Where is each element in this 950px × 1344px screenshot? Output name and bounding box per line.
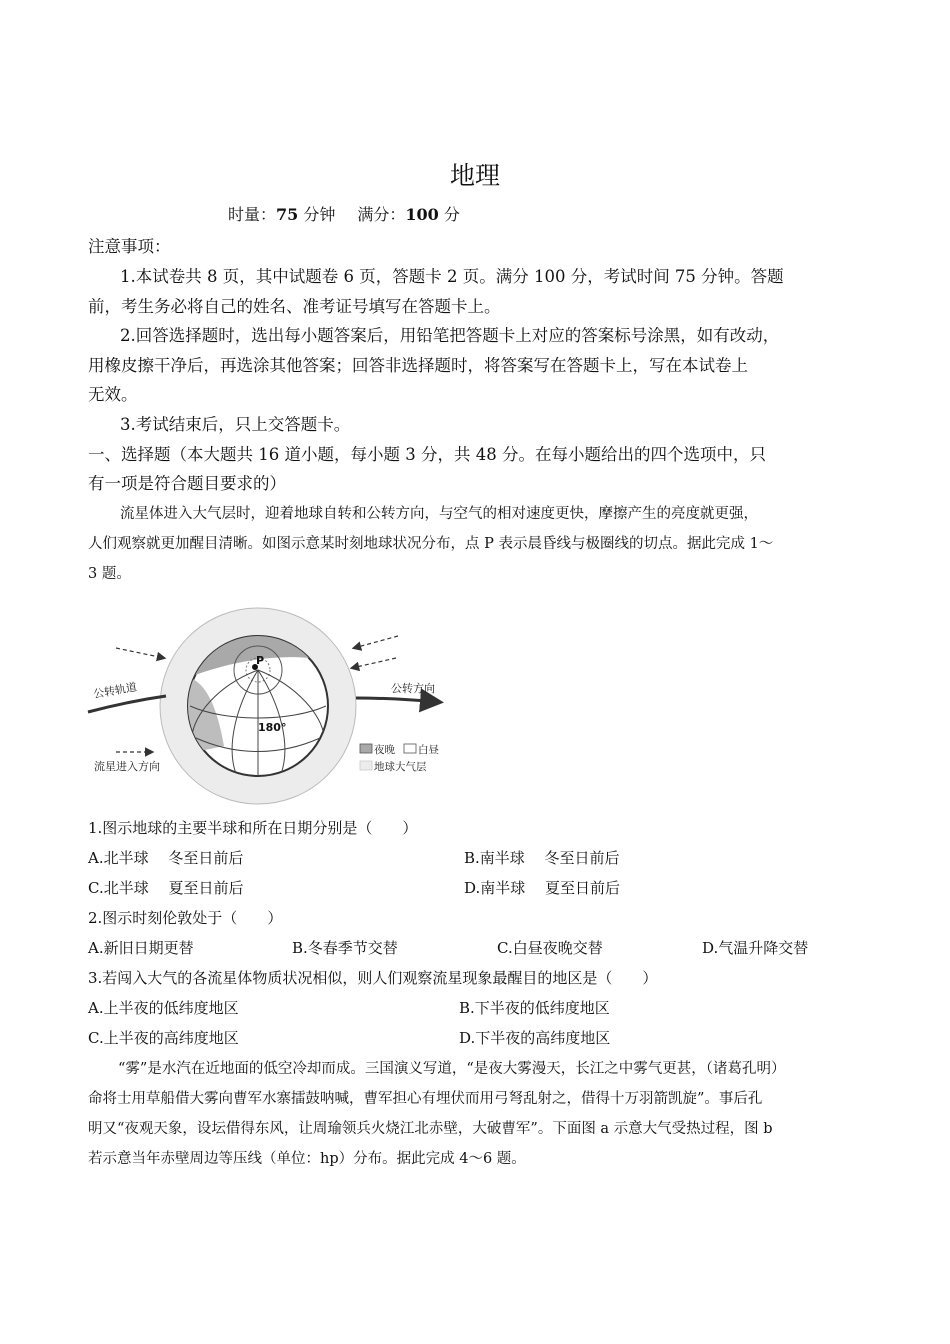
exam-meta xyxy=(228,202,460,225)
note-2-line-2: 用橡皮擦干净后，再选涂其他答案；回答非选择题时，将答案写在答题卡上，写在本试卷上 xyxy=(88,356,748,375)
meteor-arrow-1 xyxy=(116,648,164,658)
note-2-line-3: 无效。 xyxy=(88,385,138,404)
legend-night-swatch xyxy=(360,744,372,753)
question-1-option-d: D.南半球 夏至日前后 xyxy=(464,879,621,897)
question-3-option-d: D.下半夜的高纬度地区 xyxy=(459,1029,611,1047)
earth-diagram xyxy=(86,606,458,806)
question-1-stem: 1.图示地球的主要半球和所在日期分别是（ ） xyxy=(88,819,418,837)
question-3-option-b: B.下半夜的低纬度地区 xyxy=(459,999,610,1017)
passage-2-line-3: 明又“夜观天象，设坛借得东风，让周瑜领兵火烧江北赤壁，大破曹军”。下面图 a 示意大气受热过程，图 b xyxy=(88,1121,773,1137)
legend-day-swatch xyxy=(404,744,416,753)
score-value: 100 xyxy=(405,205,439,224)
passage-2-line-1: “雾”是水汽在近地面的低空冷却而成。三国演义写道，“是夜大雾漫天，长江之中雾气更甚，（诸葛孔明） xyxy=(118,1061,786,1077)
page-title: 地理 xyxy=(449,161,500,190)
time-label: 时量： xyxy=(228,205,277,224)
note-1-line-1: 1.本试卷共 8 页，其中试题卷 6 页，答题卡 2 页。满分 100 分，考试时间 75 分钟。答题 xyxy=(120,267,784,286)
legend-day: 白昼 xyxy=(418,744,439,756)
question-2-option-d: D.气温升降交替 xyxy=(702,939,809,957)
label-meteor: 流星进入方向 xyxy=(94,760,160,773)
question-1-option-b: B.南半球 冬至日前后 xyxy=(464,849,620,867)
passage-2-line-4: 若示意当年赤壁周边等压线（单位：hp）分布。据此完成 4～6 题。 xyxy=(88,1151,526,1167)
note-3: 3.考试结束后，只上交答题卡。 xyxy=(120,415,351,434)
question-2-option-a: A.新旧日期更替 xyxy=(88,939,194,957)
question-2-stem: 2.图示时刻伦敦处于（ ） xyxy=(88,909,283,927)
question-2-option-b: B.冬春季节交替 xyxy=(292,939,398,957)
legend-atmos: 地球大气层 xyxy=(374,761,427,773)
label-revolution: 公转方向 xyxy=(391,682,435,695)
meteor-arrow-2 xyxy=(354,636,398,648)
score-unit: 分 xyxy=(438,205,460,224)
question-3-stem: 3.若闯入大气的各流星体物质状况相似，则人们观察流星现象最醒目的地区是（ ） xyxy=(88,969,658,987)
question-3-option-c: C.上半夜的高纬度地区 xyxy=(88,1029,239,1047)
score-label: 满分： xyxy=(357,205,406,224)
time-unit: 分钟 xyxy=(298,205,336,224)
note-2-line-1: 2.回答选择题时，选出每小题答案后，用铅笔把答题卡上对应的答案标号涂黑，如有改动， xyxy=(120,326,780,345)
note-1-line-2: 前，考生务必将自己的姓名、准考证号填写在答题卡上。 xyxy=(88,297,501,316)
notes-heading: 注意事项： xyxy=(88,237,171,256)
meteor-arrow-3 xyxy=(352,658,396,668)
question-2-option-c: C.白昼夜晚交替 xyxy=(497,939,603,957)
question-1-option-c: C.北半球 夏至日前后 xyxy=(88,879,244,897)
passage-1-line-3: 3 题。 xyxy=(88,566,131,582)
question-1-option-a: A.北半球 冬至日前后 xyxy=(88,849,244,867)
revolution-arrow xyxy=(356,698,438,702)
legend-night: 夜晚 xyxy=(374,744,395,756)
earth-figure xyxy=(86,606,458,806)
time-value: 75 xyxy=(276,205,299,224)
passage-1-line-1: 流星体进入大气层时，迎着地球自转和公转方向，与空气的相对速度更快，摩擦产生的亮度就更强， xyxy=(120,506,758,522)
passage-1-line-2: 人们观察就更加醒目清晰。如图示意某时刻地球状况分布，点 P 表示晨昏线与极圈线的切点。据此完成 1～ xyxy=(88,536,774,552)
label-orbit: 公转轨道 xyxy=(92,680,138,701)
label-p: P xyxy=(256,654,265,667)
legend-atmos-swatch xyxy=(360,761,372,770)
label-180: 180° xyxy=(258,721,287,734)
section-1-line-1: 一、选择题（本大题共 16 道小题，每小题 3 分，共 48 分。在每小题给出的四个选项中，只 xyxy=(88,445,766,464)
passage-2-line-2: 命将士用草船借大雾向曹军水寨擂鼓呐喊，曹军担心有埋伏而用弓弩乱射之，借得十万羽箭凯旋”。事后孔 xyxy=(88,1091,763,1107)
section-1-line-2: 有一项是符合题目要求的） xyxy=(88,474,286,493)
question-3-option-a: A.上半夜的低纬度地区 xyxy=(88,999,239,1017)
